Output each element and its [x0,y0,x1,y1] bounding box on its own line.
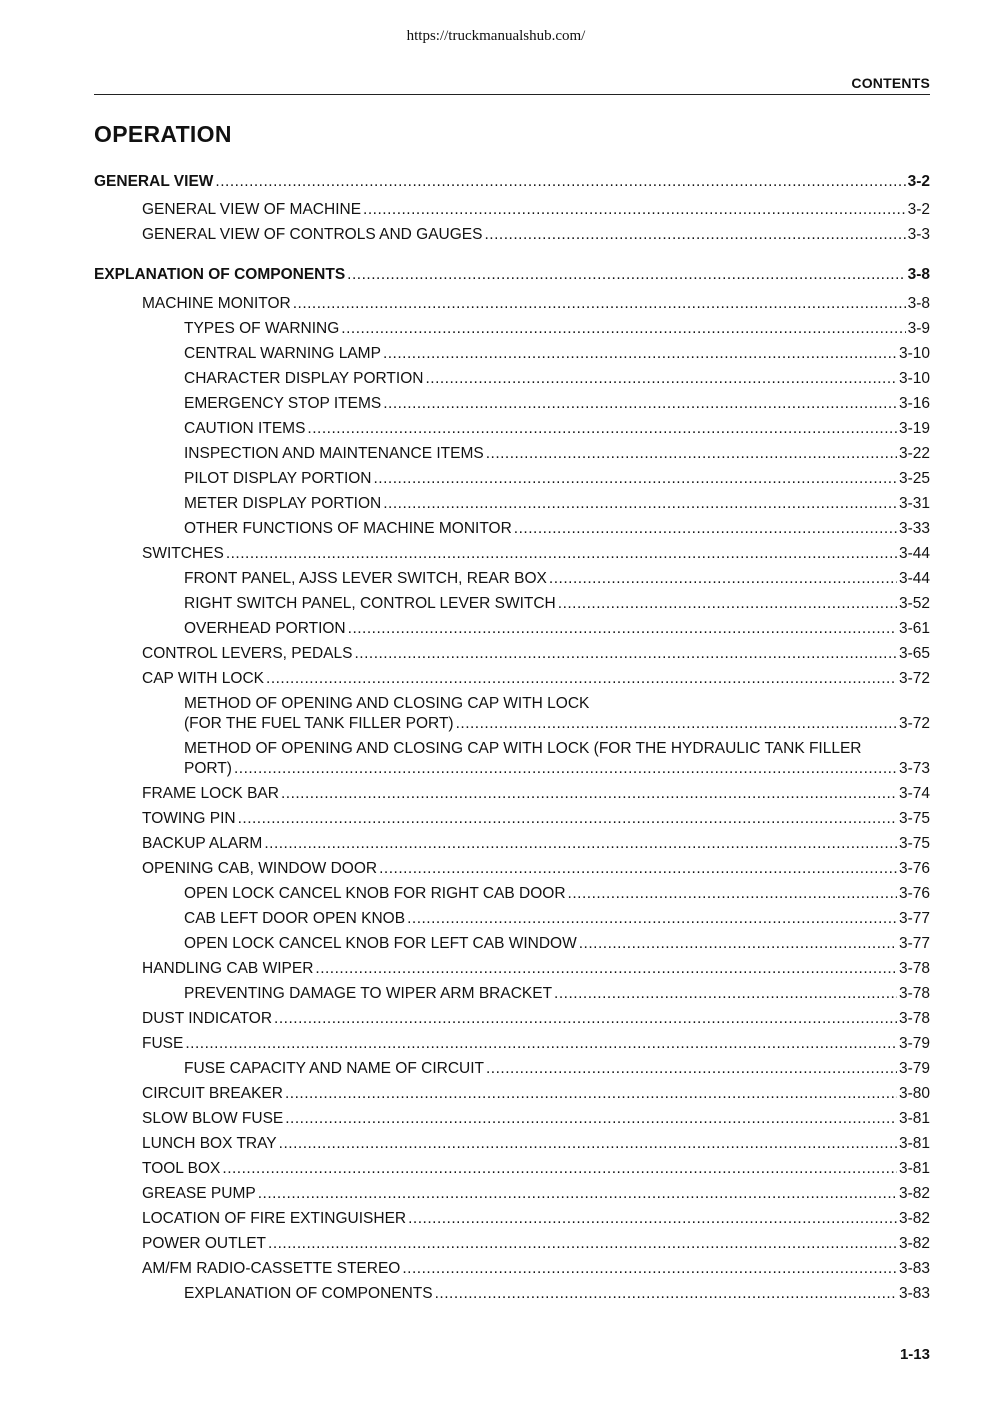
toc-entry-title: PREVENTING DAMAGE TO WIPER ARM BRACKET [184,985,553,1002]
toc-page-number: 3-8 [907,295,930,312]
toc-entry-title-cont: PORT) [184,760,232,777]
toc-page-number: 3-8 [907,266,930,283]
toc-page-number: 3-82 [898,1235,930,1252]
toc-entry[interactable] [184,369,930,389]
leader-dots [293,294,906,314]
leader-dots [215,172,905,192]
toc-entry[interactable] [184,494,930,514]
leader-dots [558,594,897,614]
leader-dots [347,265,905,285]
toc-page-number: 3-82 [898,1185,930,1202]
leader-dots [264,834,897,854]
toc-entry[interactable] [142,294,930,314]
toc-entry[interactable] [142,959,930,979]
toc-page-number: 3-76 [898,885,930,902]
toc-entry-title: GENERAL VIEW OF CONTROLS AND GAUGES [142,226,483,243]
running-head: CONTENTS [851,75,930,91]
chapter-title: OPERATION [94,121,232,147]
leader-dots [274,1009,897,1029]
leader-dots [307,419,897,439]
toc-entry[interactable] [142,644,930,664]
leader-dots [363,200,906,220]
toc-page-number: 3-79 [898,1035,930,1052]
toc-entry-title: RIGHT SWITCH PANEL, CONTROL LEVER SWITCH [184,595,556,612]
leader-dots [486,444,897,464]
toc-page-number: 3-78 [898,1010,930,1027]
toc-entry-title: SWITCHES [142,545,224,562]
toc-section[interactable] [94,172,930,192]
toc-entry[interactable] [142,1109,930,1129]
toc-entry[interactable] [184,519,930,539]
toc-page-number: 3-2 [907,173,930,190]
toc-entry-title: OTHER FUNCTIONS OF MACHINE MONITOR [184,520,512,537]
leader-dots [354,644,897,664]
leader-dots [456,714,897,734]
toc-page-number: 3-10 [898,345,930,362]
toc-entry[interactable] [184,694,930,734]
toc-entry-title: OPEN LOCK CANCEL KNOB FOR LEFT CAB WINDOW [184,935,577,952]
toc-entry[interactable] [184,444,930,464]
toc-entry[interactable] [142,1084,930,1104]
toc-entry-title: OVERHEAD PORTION [184,620,346,637]
toc-entry-title: MACHINE MONITOR [142,295,291,312]
toc-entry-title: EXPLANATION OF COMPONENTS [184,1285,433,1302]
toc-entry[interactable] [184,909,930,929]
leader-dots [341,319,905,339]
toc-page-number: 3-61 [898,620,930,637]
toc-entry-title: AM/FM RADIO-CASSETTE STEREO [142,1260,401,1277]
toc-page-number: 3-81 [898,1110,930,1127]
toc-entry[interactable] [142,1134,930,1154]
leader-dots [568,884,897,904]
toc-entry-title: OPEN LOCK CANCEL KNOB FOR RIGHT CAB DOOR [184,885,566,902]
leader-dots [285,1109,897,1129]
leader-dots [579,934,897,954]
toc-entry-title: FUSE CAPACITY AND NAME OF CIRCUIT [184,1060,484,1077]
toc-entry[interactable] [184,419,930,439]
leader-dots [485,225,906,245]
leader-dots [226,544,897,564]
toc-page-number: 3-44 [898,570,930,587]
source-url: https://truckmanualshub.com/ [406,28,586,44]
toc-page-number: 3-74 [898,785,930,802]
toc-page-number: 3-22 [898,445,930,462]
toc-entry[interactable] [142,1159,930,1179]
leader-dots [315,959,897,979]
toc-entry-title: DUST INDICATOR [142,1010,273,1027]
toc-entry-title: TOOL BOX [142,1160,221,1177]
leader-dots [554,984,897,1004]
leader-dots [379,859,897,879]
toc-page-number: 3-77 [898,910,930,927]
leader-dots [425,369,897,389]
leader-dots [383,494,897,514]
toc-entry[interactable] [184,884,930,904]
toc-page-number: 3-10 [898,370,930,387]
toc-page-number: 3-44 [898,545,930,562]
toc-page-number: 3-33 [898,520,930,537]
toc-entry-title: TOWING PIN [142,810,236,827]
toc-page-number: 3-52 [898,595,930,612]
toc-entry-title: CIRCUIT BREAKER [142,1085,283,1102]
toc-entry[interactable] [142,544,930,564]
toc-page-number: 3-80 [898,1085,930,1102]
toc-entry[interactable] [184,984,930,1004]
toc-page-number: 3-83 [898,1285,930,1302]
toc-entry-title: LUNCH BOX TRAY [142,1135,277,1152]
toc-entry-title: FRONT PANEL, AJSS LEVER SWITCH, REAR BOX [184,570,547,587]
toc-page-number: 3-83 [898,1260,930,1277]
toc-entry[interactable] [184,344,930,364]
toc-entry[interactable] [142,1234,930,1254]
toc-entry[interactable] [184,594,930,614]
leader-dots [279,1134,897,1154]
toc-entry-title-cont: (FOR THE FUEL TANK FILLER PORT) [184,715,454,732]
toc-entry[interactable] [184,319,930,339]
toc-page-number: 3-79 [898,1060,930,1077]
toc-entry-title: CENTRAL WARNING LAMP [184,345,381,362]
leader-dots [383,394,897,414]
toc-entry[interactable] [142,1009,930,1029]
leader-dots [268,1234,897,1254]
toc-entry-title: METHOD OF OPENING AND CLOSING CAP WITH LOCK [184,695,590,712]
toc-page-number: 3-16 [898,395,930,412]
toc-page-number: 3-75 [898,835,930,852]
toc-entry-title: METHOD OF OPENING AND CLOSING CAP WITH LOCK (FOR THE HYDRAULIC TANK FILLER [184,740,862,757]
toc-page-number: 3-82 [898,1210,930,1227]
toc-entry[interactable] [184,1284,930,1304]
toc-entry[interactable] [142,1259,930,1279]
toc-page-number: 3-9 [907,320,930,337]
toc-entry[interactable] [142,225,930,245]
toc-page-number: 3-72 [898,715,930,732]
leader-dots [383,344,897,364]
leader-dots [266,669,897,689]
toc-page-number: 3-81 [898,1160,930,1177]
leader-dots [185,1034,897,1054]
toc-entry-title: BACKUP ALARM [142,835,263,852]
toc-page-number: 3-78 [898,960,930,977]
toc-entry-title: GENERAL VIEW OF MACHINE [142,201,362,218]
page-number: 1-13 [899,1346,930,1363]
toc-entry-title: OPENING CAB, WINDOW DOOR [142,860,378,877]
leader-dots [486,1059,897,1079]
toc-entry[interactable] [184,469,930,489]
toc-entry[interactable] [142,1034,930,1054]
toc-entry[interactable] [142,859,930,879]
toc-entry[interactable] [142,1209,930,1229]
toc-entry[interactable] [142,784,930,804]
leader-dots [514,519,897,539]
toc-entry[interactable] [184,569,930,589]
toc-page-number: 3-25 [898,470,930,487]
toc-entry[interactable] [142,200,930,220]
toc-entry-title: CONTROL LEVERS, PEDALS [142,645,353,662]
toc-entry[interactable] [142,834,930,854]
toc-entry-title: CAUTION ITEMS [184,420,306,437]
toc-entry-title: CHARACTER DISPLAY PORTION [184,370,424,387]
toc-page-number: 3-81 [898,1135,930,1152]
toc-entry-title: GREASE PUMP [142,1185,256,1202]
leader-dots [234,759,897,779]
leader-dots [238,809,897,829]
toc-entry[interactable] [142,1184,930,1204]
toc-entry-title: PILOT DISPLAY PORTION [184,470,372,487]
toc-page-number: 3-3 [907,226,930,243]
toc-page-number: 3-78 [898,985,930,1002]
toc-entry-title: EXPLANATION OF COMPONENTS [94,266,346,283]
toc-entry-title: METER DISPLAY PORTION [184,495,382,512]
toc-entry-title: CAB LEFT DOOR OPEN KNOB [184,910,406,927]
toc-section[interactable] [94,265,930,285]
leader-dots [281,784,897,804]
leader-dots [402,1259,897,1279]
toc-entry[interactable] [184,739,930,779]
leader-dots [285,1084,897,1104]
toc-page-number: 3-76 [898,860,930,877]
leader-dots [374,469,897,489]
toc-page-number: 3-2 [907,201,930,218]
toc-page-number: 3-19 [898,420,930,437]
toc-entry-title: EMERGENCY STOP ITEMS [184,395,382,412]
leader-dots [348,619,897,639]
toc-entry-title: POWER OUTLET [142,1235,267,1252]
toc-entry-title: SLOW BLOW FUSE [142,1110,284,1127]
toc-entry[interactable] [142,669,930,689]
toc-entry[interactable] [184,1059,930,1079]
leader-dots [407,909,897,929]
toc-entry-title: LOCATION OF FIRE EXTINGUISHER [142,1210,407,1227]
toc-entry-title: HANDLING CAB WIPER [142,960,314,977]
toc-entry-title: FRAME LOCK BAR [142,785,279,802]
toc-entry[interactable] [184,394,930,414]
toc-entry[interactable] [184,619,930,639]
toc-entry-title: INSPECTION AND MAINTENANCE ITEMS [184,445,484,462]
toc-page-number: 3-73 [898,760,930,777]
toc-entry-title: CAP WITH LOCK [142,670,265,687]
toc-entry-title: FUSE [142,1035,184,1052]
toc-entry-title: GENERAL VIEW [94,173,214,190]
leader-dots [222,1159,897,1179]
toc-entry[interactable] [142,809,930,829]
toc-page-number: 3-75 [898,810,930,827]
leader-dots [258,1184,897,1204]
toc-page-number: 3-72 [898,670,930,687]
leader-dots [435,1284,897,1304]
toc-page-number: 3-31 [898,495,930,512]
leader-dots [549,569,897,589]
leader-dots [408,1209,897,1229]
toc-page-number: 3-65 [898,645,930,662]
toc-entry-title: TYPES OF WARNING [184,320,340,337]
toc-entry[interactable] [184,934,930,954]
toc-page-number: 3-77 [898,935,930,952]
